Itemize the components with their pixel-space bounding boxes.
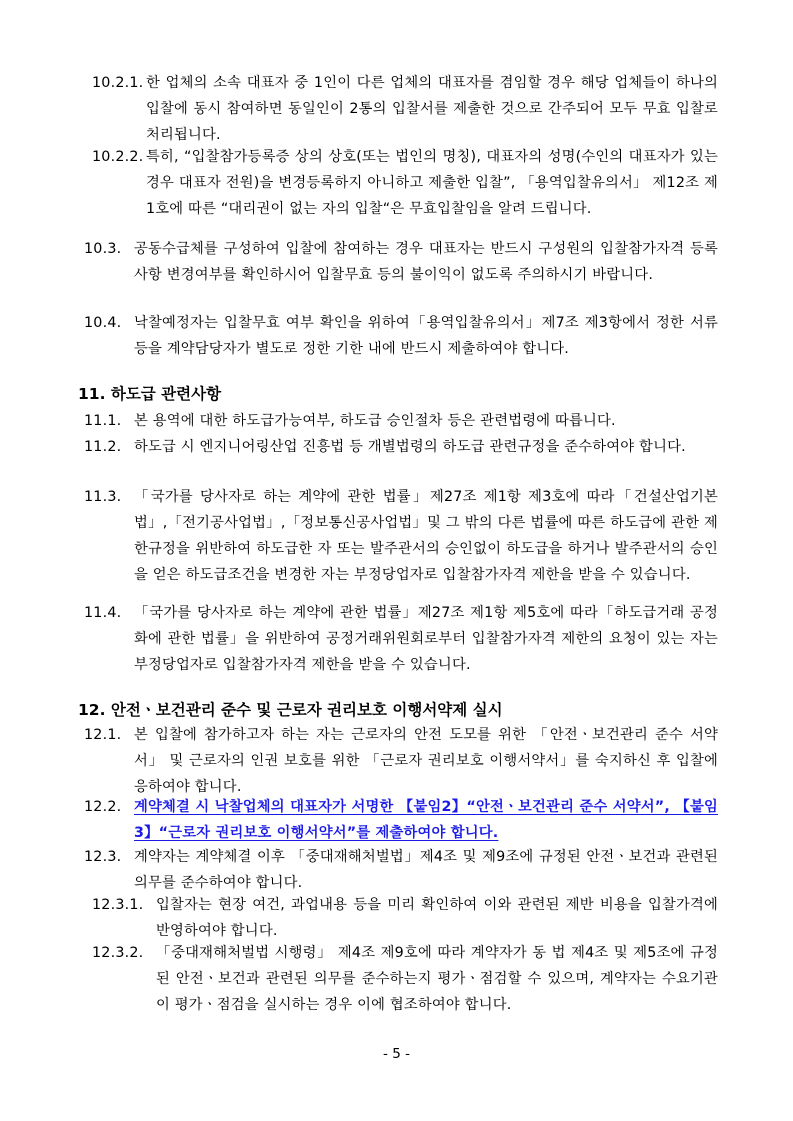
clause-11-1 xyxy=(84,408,718,434)
clause-text: 「중대재해처벌법 시행령」 제4조 제9호에 따라 계약자가 동 법 제4조 및 제5조에 규정된 안전ㆍ보건과 관련된 의무를 준수하는지 평가ㆍ점검할 수 있으며, 계약자는 수요기관이 평가ㆍ점검을 실시하는 경우 이에 협조하여야 합니다. xyxy=(156,945,718,1013)
clause-text: 한 업체의 소속 대표자 중 1인이 다른 업체의 대표자를 겸임할 경우 해당 업체들이 하나의 입찰에 동시 참여하면 동일인이 2통의 입찰서를 제출한 것으로 간주되어 모두 무효 입찰로 처리됩니다. xyxy=(146,75,718,143)
clause-number: 12.3.2. xyxy=(92,945,144,961)
page-number: - 5 - xyxy=(383,1046,410,1062)
clause-number: 11.1. xyxy=(84,413,122,429)
clause-number: 12.3. xyxy=(84,849,122,865)
clause-number: 12.1. xyxy=(84,727,122,743)
clause-12-3-2 xyxy=(92,940,718,1018)
clause-number: 10.4. xyxy=(84,315,122,331)
clause-text: 본 입찰에 참가하고자 하는 자는 근로자의 안전 도모를 위한 「안전ㆍ보건관리 준수 서약서」 및 근로자의 인권 보호를 위한 「근로자 권리보호 이행서약서」를 숙지하신 후 입찰에 응하여야 합니다. xyxy=(134,727,718,795)
clause-10-3 xyxy=(84,236,718,288)
clause-12-3-1 xyxy=(92,892,718,944)
clause-text: 공동수급체를 구성하여 입찰에 참여하는 경우 대표자는 반드시 구성원의 입찰참가자격 등록사항 변경여부를 확인하시어 입찰무효 등의 불이익이 없도록 주의하시기 바랍니다. xyxy=(134,241,718,283)
clause-text: 본 용역에 대한 하도급가능여부, 하도급 승인절차 등은 관련법령에 따릅니다. xyxy=(134,413,616,429)
clause-number: 12.2. xyxy=(84,799,122,815)
clause-number: 11.3. xyxy=(84,489,122,505)
clause-text: 하도급 시 엔지니어링산업 진흥법 등 개별법령의 하도급 관련규정을 준수하여야 합니다. xyxy=(134,439,686,455)
clause-text-emphasized: 계약체결 시 낙찰업체의 대표자가 서명한 【붙임2】“안전ㆍ보건관리 준수 서약서”, 【붙임3】“근로자 권리보호 이행서약서”를 제출하여야 합니다. xyxy=(134,799,718,841)
clause-11-4 xyxy=(84,600,718,678)
clause-number: 11.2. xyxy=(84,439,122,455)
clause-10-4 xyxy=(84,310,718,362)
clause-number: 10.2.2. xyxy=(92,149,144,165)
clause-10-2-2 xyxy=(92,144,718,222)
clause-number: 11.4. xyxy=(84,605,122,621)
section-heading-12: 12. 안전ㆍ보건관리 준수 및 근로자 권리보호 이행서약제 실시 xyxy=(78,701,503,719)
clause-text: 계약자는 계약체결 이후 「중대재해처벌법」제4조 및 제9조에 규정된 안전ㆍ보건과 관련된 의무를 준수하여야 합니다. xyxy=(134,849,718,891)
clause-text: 「국가를 당사자로 하는 계약에 관한 법률」제27조 제1항 제3호에 따라「건설산업기본법」,「전기공사업법」,「정보통신공사업법」및 그 밖의 다른 법률에 따른 하도급에 관한 제한규정을 위반하여 하도급한 자 또는 발주관서의 승인없이 하도급을 하거나 발주관서의 승인을 얻은 하도급조건을 변경한 자는 부정당업자로 입찰참가자격 제한을 받을 수 있습니다. xyxy=(134,489,718,583)
clause-number: 12.3.1. xyxy=(92,897,144,913)
clause-12-1 xyxy=(84,722,718,800)
clause-11-2 xyxy=(84,434,718,460)
clause-text: 낙찰예정자는 입찰무효 여부 확인을 위하여「용역입찰유의서」제7조 제3항에서 정한 서류 등을 계약담당자가 별도로 정한 기한 내에 반드시 제출하여야 합니다. xyxy=(134,315,718,357)
section-heading-11: 11. 하도급 관련사항 xyxy=(78,385,222,403)
clause-text: 입찰자는 현장 여건, 과업내용 등을 미리 확인하여 이와 관련된 제반 비용을 입찰가격에 반영하여야 합니다. xyxy=(156,897,718,939)
clause-11-3 xyxy=(84,484,718,588)
clause-text: 「국가를 당사자로 하는 계약에 관한 법률」제27조 제1항 제5호에 따라「하도급거래 공정화에 관한 법률」을 위반하여 공정거래위원회로부터 입찰참가자격 제한의 요청이 있는 자는 부정당업자로 입찰참가자격 제한을 받을 수 있습니다. xyxy=(134,605,718,673)
clause-number: 10.3. xyxy=(84,241,122,257)
clause-number: 10.2.1. xyxy=(92,75,144,91)
clause-10-2-1 xyxy=(92,70,718,148)
clause-12-2 xyxy=(84,794,718,846)
clause-text: 특히, “입찰참가등록증 상의 상호(또는 법인의 명칭), 대표자의 성명(수인의 대표자가 있는 경우 대표자 전원)을 변경등록하지 아니하고 제출한 입찰”, 「용역입찰유의서」 제12조 제1호에 따른 “대리권이 없는 자의 입찰“은 무효입찰임을 알려 드립니다. xyxy=(146,149,718,217)
clause-12-3 xyxy=(84,844,718,896)
